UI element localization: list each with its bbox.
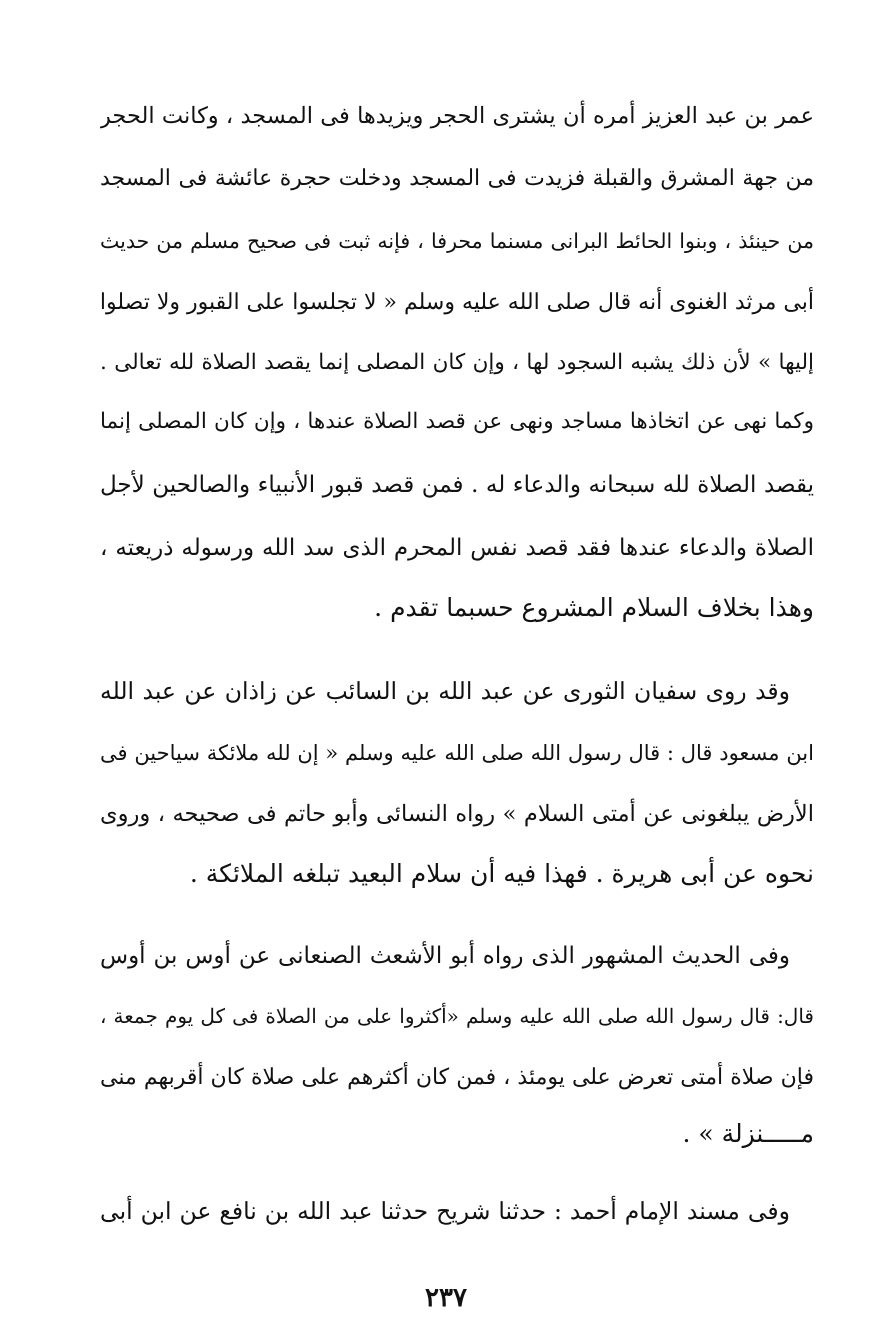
text-line: الأرض يبلغونى عن أمتى السلام » رواه النسائى وأبو حاتم فى صحيحه ، وروى: [100, 801, 814, 827]
text-line: وفى مسند الإمام أحمد : حدثنا شريح حدثنا عبد الله بن نافع عن ابن أبى: [100, 1197, 790, 1225]
text-line: من حينئذ ، وبنوا الحائط البرانى مسنما محرفا ، فإنه ثبت فى صحيح مسلم من حديث: [100, 229, 814, 253]
text-line: وفى الحديث المشهور الذى رواه أبو الأشعث الصنعانى عن أوس بن أوس: [100, 943, 790, 969]
text-line: يقصد الصلاة لله سبحانه والدعاء له . فمن قصد قبور الأنبياء والصالحين لأجل: [100, 472, 814, 498]
text-line: عمر بن عبد العزيز أمره أن يشترى الحجر ويزيدها فى المسجد ، وكانت الحجر: [100, 103, 814, 129]
text-line: نحوه عن أبى هريرة . فهذا فيه أن سلام البعيد تبلغه الملائكة .: [189, 859, 814, 888]
text-line: أبى مرثد الغنوى أنه قال صلى الله عليه وسلم « لا تجلسوا على القبور ولا تصلوا: [100, 290, 814, 315]
text-line: وكما نهى عن اتخاذها مساجد ونهى عن قصد الصلاة عندها ، وإن كان المصلى إنما: [100, 409, 814, 434]
text-line: فإن صلاة أمتى تعرض على يومئذ ، فمن كان أكثرهم على صلاة كان أقربهم منى: [100, 1065, 814, 1090]
text-line: قال: قال رسول الله صلى الله عليه وسلم «أكثروا على من الصلاة فى كل يوم جمعة ،: [100, 1004, 814, 1028]
text-line: ابن مسعود قال : قال رسول الله صلى الله عليه وسلم « إن لله ملائكة سياحين فى: [100, 741, 814, 765]
page-number: ٢٣٧: [425, 1283, 467, 1313]
text-line: الصلاة والدعاء عندها فقد قصد نفس المحرم الذى سد الله ورسوله ذريعته ،: [100, 535, 814, 561]
text-line: مـــــنزلة » .: [682, 1119, 814, 1148]
text-line: وهذا بخلاف السلام المشروع حسبما تقدم .: [374, 593, 814, 622]
text-line: وقد روى سفيان الثورى عن عبد الله بن السائب عن زاذان عن عبد الله: [100, 677, 790, 705]
text-line: من جهة المشرق والقبلة فزيدت فى المسجد ودخلت حجرة عائشة فى المسجد: [100, 166, 814, 191]
text-line: إليها » لأن ذلك يشبه السجود لها ، وإن كان المصلى إنما يقصد الصلاة لله تعالى .: [100, 350, 814, 375]
